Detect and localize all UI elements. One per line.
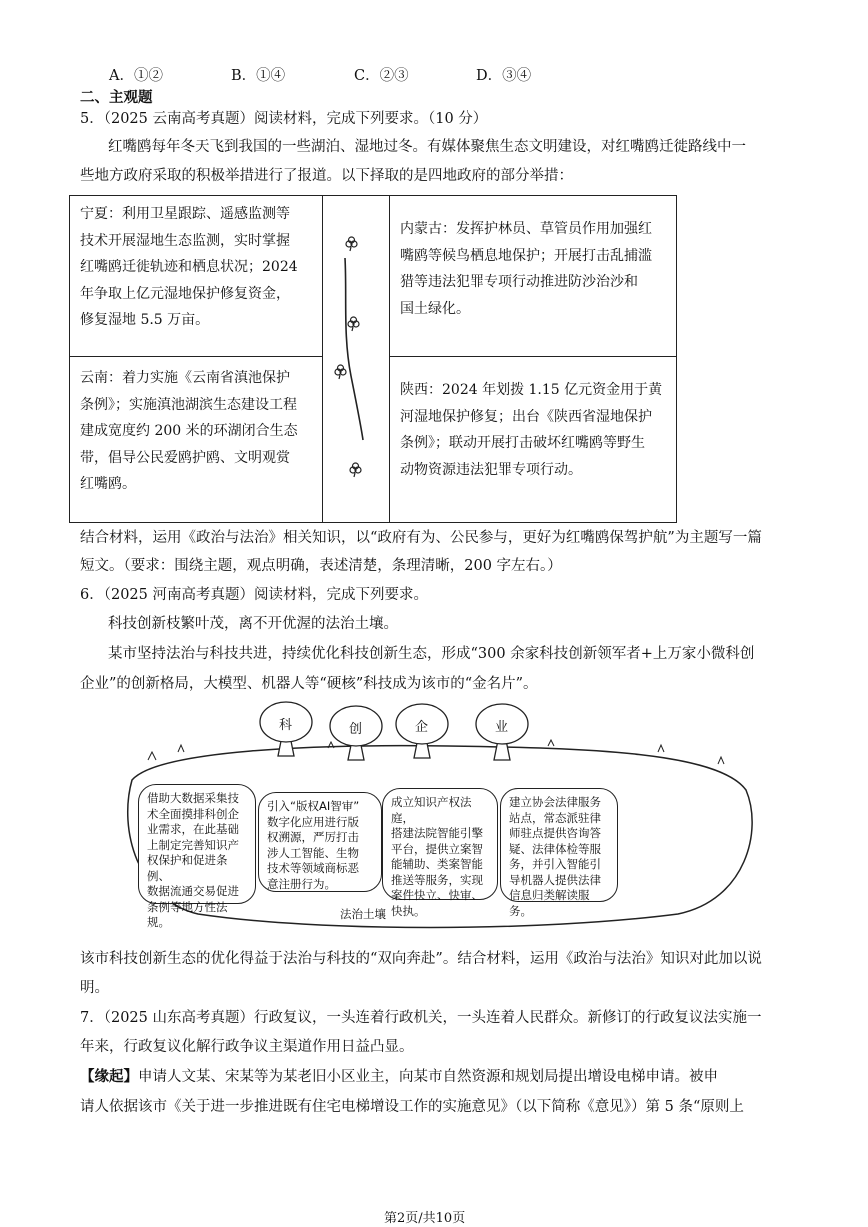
gull-icon <box>335 365 346 379</box>
cell-neimenggu: 内蒙古：发挥护林员、草管员作用加强红 嘴鸥等候鸟栖息地保护；开展打击乱捕滥 猎等违法犯罪专项行动推进防沙治沙和 国土绿化。 <box>400 221 652 317</box>
tree-label-ye: 业 <box>495 720 509 735</box>
q6-para1: 科技创新枝繁叶茂，离不开优渥的法治土壤。 <box>108 616 398 632</box>
cell-yunnan: 云南：着力实施《云南省滇池保护 条例》；实施滇池湖滨生态建设工程 建成宽度约 200 米的环湖闭合生态 带，倡导公民爱鸥护鸥、文明观赏 红嘴鸥。 <box>80 370 298 492</box>
q5-stem: 5．（2025 云南高考真题）阅读材料，完成下列要求。（10 分） <box>80 111 488 127</box>
tree-label-chuang: 创 <box>349 722 363 737</box>
gull-icon <box>348 317 359 331</box>
soil-label: 法治土壤 <box>340 907 386 921</box>
q6-stem: 6．（2025 河南高考真题）阅读材料，完成下列要求。 <box>80 587 428 603</box>
gull-icon <box>350 463 361 477</box>
q5-para1-line1: 红嘴鸥每年冬天飞到我国的一些湖泊、湿地过冬。有媒体聚焦生态文明建设，对红嘴鸥迁徙路线中一 <box>108 139 746 155</box>
option-a: A．①② <box>109 68 163 84</box>
option-b: B．①④ <box>231 68 286 84</box>
tree-label-qi: 企 <box>415 720 429 735</box>
q5-para1-line2: 些地方政府采取的积极举措进行了报道。以下择取的是四地政府的部分举措： <box>80 168 573 184</box>
q6-para2-line2: 企业”的创新格局，大模型、机器人等“硬核”科技成为该市的“金名片”。 <box>80 676 538 692</box>
bubble-ip-court: 成立知识产权法庭， 搭建法院智能引擎 平台，提供立案智 能辅助、类案智能 推送等服务，实现 案件快立、快审、 快执。 <box>382 788 498 900</box>
q5-measures-table <box>69 195 677 523</box>
cell-shaanxi: 陕西：2024 年划拨 1.15 亿元资金用于黄 河湿地保护修复；出台《陕西省湿地保护 条例》；联动开展打击破坏红嘴鸥等野生 动物资源违法犯罪专项行动。 <box>400 382 663 478</box>
q5-req-line1: 结合材料，运用《政治与法治》相关知识，以“政府有为、公民参与，更好为红嘴鸥保驾护航”为主题写一篇 <box>80 530 762 546</box>
migration-route-illustration <box>323 196 389 522</box>
option-c: C．②③ <box>354 68 409 84</box>
yuanqi-tag: 【缘起】 <box>80 1068 138 1085</box>
cell-ningxia: 宁夏：利用卫星跟踪、遥感监测等 技术开展湿地生态监测，实时掌握 红嘴鸥迁徙轨迹和栖息状况；2024 年争取上亿元湿地保护修复资金， 修复湿地 5.5 万亩。 <box>80 206 298 328</box>
bubble-copyright-ai: 引入“版权AI智审” 数字化应用进行版 权溯源，严厉打击 涉人工智能、生物 技术等领域商标恶 意注册行为。 <box>258 792 382 892</box>
q7-line1: 7．（2025 山东高考真题）行政复议，一头连着行政机关，一头连着人民群众。新修订的行政复议法实施一 <box>80 1010 762 1026</box>
gull-icon <box>346 237 357 251</box>
bubble-legal-service: 建立协会法律服务 站点，常态派驻律 师驻点提供咨询答 疑、法律体检等服 务，并引入智能引 导机器人提供法律 信息归类解读服务。 <box>500 788 618 902</box>
bubble-local-regulations: 借助大数据采集技 术全面摸排科创企 业需求，在此基础 上制定完善知识产 权保护和促进条例、 数据流通交易促进 条例等地方性法规。 <box>138 784 256 904</box>
page-footer: 第2页/共10页 <box>384 1211 466 1226</box>
option-d: D．③④ <box>476 68 532 84</box>
section-title: 二、主观题 <box>80 89 153 106</box>
tree-label-ke: 科 <box>279 718 293 733</box>
q6-req-line1: 该市科技创新生态的优化得益于法治与科技的“双向奔赴”。结合材料，运用《政治与法治》知识对此加以说 <box>80 951 762 967</box>
q7-line4: 请人依据该市《关于进一步推进既有住宅电梯增设工作的实施意见》（以下简称《意见》）第 5 条“原则上 <box>80 1099 744 1115</box>
q7-line2: 年来，行政复议化解行政争议主渠道作用日益凸显。 <box>80 1039 414 1055</box>
q6-legal-soil-figure <box>118 700 758 930</box>
q7-line3: 【缘起】申请人文某、宋某等为某老旧小区业主，向某市自然资源和规划局提出增设电梯申请。被申 <box>80 1068 718 1085</box>
q5-req-line2: 短文。（要求：围绕主题，观点明确，表述清楚，条理清晰，200 字左右。） <box>80 558 562 574</box>
q6-para2-line1: 某市坚持法治与科技共进，持续优化科技创新生态，形成“300 余家科技创新领军者+上万家小微科创 <box>108 646 755 662</box>
q6-req-line2: 明。 <box>80 980 109 996</box>
